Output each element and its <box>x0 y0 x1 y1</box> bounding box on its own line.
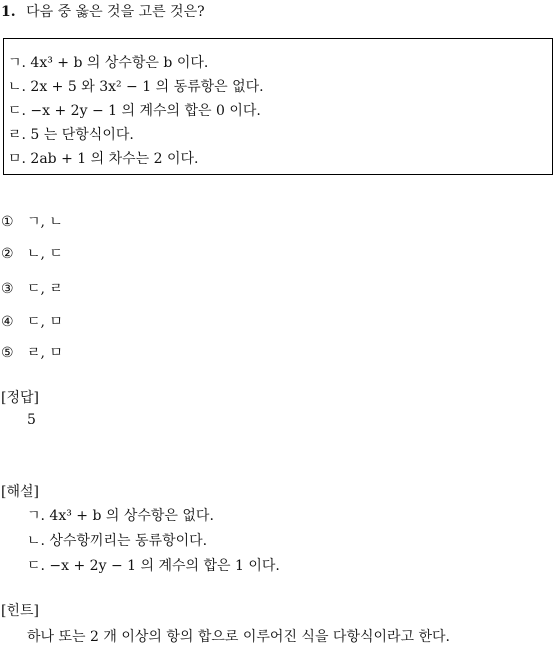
option-marker: ④ <box>1 314 14 330</box>
statement-item: ㄱ. 4x³ + b 의 상수항은 b 이다. <box>8 55 209 71</box>
option-label: ㄱ, ㄴ <box>27 214 63 230</box>
statement-item: ㄴ. 2x + 5 와 3x² − 1 의 동류항은 없다. <box>8 79 264 95</box>
explanation-line: ㄴ. 상수항끼리는 동류항이다. <box>27 533 208 549</box>
option-label: ㄴ, ㄷ <box>27 246 63 262</box>
question-text: 다음 중 옳은 것을 고른 것은? <box>26 4 205 20</box>
option-label: ㄹ, ㅁ <box>27 345 63 361</box>
statement-item: ㄹ. 5 는 단항식이다. <box>8 127 134 143</box>
statement-item: ㄷ. −x + 2y − 1 의 계수의 합은 0 이다. <box>8 103 261 119</box>
hint-text: 하나 또는 2 개 이상의 항의 합으로 이루어진 식을 다항식이라고 한다. <box>27 629 451 645</box>
option-1[interactable] <box>1 211 63 231</box>
explanation-line: ㄷ. −x + 2y − 1 의 계수의 합은 1 이다. <box>27 558 280 574</box>
statement-box <box>3 38 553 175</box>
option-4[interactable] <box>1 311 63 331</box>
question-line <box>1 1 205 21</box>
option-5[interactable] <box>1 342 63 362</box>
explanation-line: ㄱ. 4x³ + b 의 상수항은 없다. <box>27 508 214 524</box>
option-2[interactable] <box>1 243 63 263</box>
option-marker: ① <box>1 214 14 230</box>
option-3[interactable] <box>1 278 63 298</box>
option-label: ㄷ, ㄹ <box>27 281 63 297</box>
option-marker: ⑤ <box>1 345 14 361</box>
answer-heading: [정답] <box>1 390 39 406</box>
question-number: 1. <box>1 4 16 20</box>
answer-value: 5 <box>27 412 36 428</box>
explanation-heading: [해설] <box>1 484 39 500</box>
option-label: ㄷ, ㅁ <box>27 314 63 330</box>
hint-heading: [힌트] <box>1 603 39 619</box>
statement-item: ㅁ. 2ab + 1 의 차수는 2 이다. <box>8 151 199 167</box>
option-marker: ② <box>1 246 14 262</box>
option-marker: ③ <box>1 281 14 297</box>
